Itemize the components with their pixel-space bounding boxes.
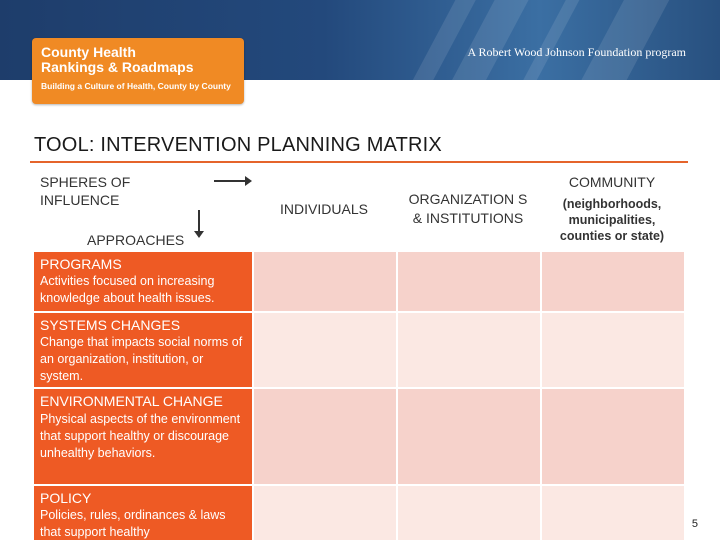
row-title: PROGRAMS <box>40 256 122 272</box>
spheres-label: SPHERES OF INFLUENCE <box>40 174 131 208</box>
page-number: 5 <box>691 518 698 530</box>
logo <box>32 38 244 104</box>
row-description: Physical aspects of the environment that support healthy or discourage unhealthy behaviors. <box>40 412 241 460</box>
row-title: SYSTEMS CHANGES <box>40 317 181 333</box>
row-title: POLICY <box>40 490 92 506</box>
matrix-cell[interactable] <box>252 486 396 540</box>
logo-line1: County Health <box>41 44 136 60</box>
matrix-cell[interactable] <box>540 389 684 486</box>
title-divider <box>30 161 688 163</box>
approaches-label: APPROACHES <box>87 232 185 248</box>
column-label: INDIVIDUALS <box>280 200 368 217</box>
page-title: TOOL: INTERVENTION PLANNING MATRIX <box>34 134 442 156</box>
matrix-corner <box>34 166 252 252</box>
matrix-cell[interactable] <box>540 252 684 313</box>
program-text: A Robert Wood Johnson Foundation program <box>467 45 686 59</box>
matrix-cell[interactable] <box>252 389 396 486</box>
row-header-programs <box>34 252 252 313</box>
matrix-cell[interactable] <box>252 313 396 389</box>
row-header-systems-changes <box>34 313 252 389</box>
row-description: Change that impacts social norms of an organization, institution, or system. <box>40 335 243 383</box>
row-title: ENVIRONMENTAL CHANGE <box>40 393 223 409</box>
row-header-policy <box>34 486 252 540</box>
arrow-down-icon <box>198 210 200 234</box>
matrix-cell[interactable] <box>396 313 540 389</box>
column-header-individuals <box>252 166 396 252</box>
column-label: COMMUNITY <box>568 174 656 190</box>
row-description: Policies, rules, ordinances & laws that support healthy <box>40 508 226 539</box>
matrix-cell[interactable] <box>252 252 396 313</box>
column-sublabel: (neighborhoods, municipalities, counties or state) <box>559 197 665 243</box>
column-label: ORGANIZATION S & INSTITUTIONS <box>408 191 528 226</box>
logo-line2: Rankings & Roadmaps <box>41 59 194 75</box>
logo-tagline: Building a Culture of Health, County by County <box>41 81 231 91</box>
arrow-right-icon <box>214 180 250 182</box>
matrix-cell[interactable] <box>540 486 684 540</box>
matrix-cell[interactable] <box>396 252 540 313</box>
matrix-cell[interactable] <box>540 313 684 389</box>
row-description: Activities focused on increasing knowledge about health issues. <box>40 274 215 305</box>
column-header-organizations <box>396 166 540 252</box>
matrix-cell[interactable] <box>396 389 540 486</box>
matrix-cell[interactable] <box>396 486 540 540</box>
row-header-environmental-change <box>34 389 252 486</box>
column-header-community <box>540 166 684 252</box>
